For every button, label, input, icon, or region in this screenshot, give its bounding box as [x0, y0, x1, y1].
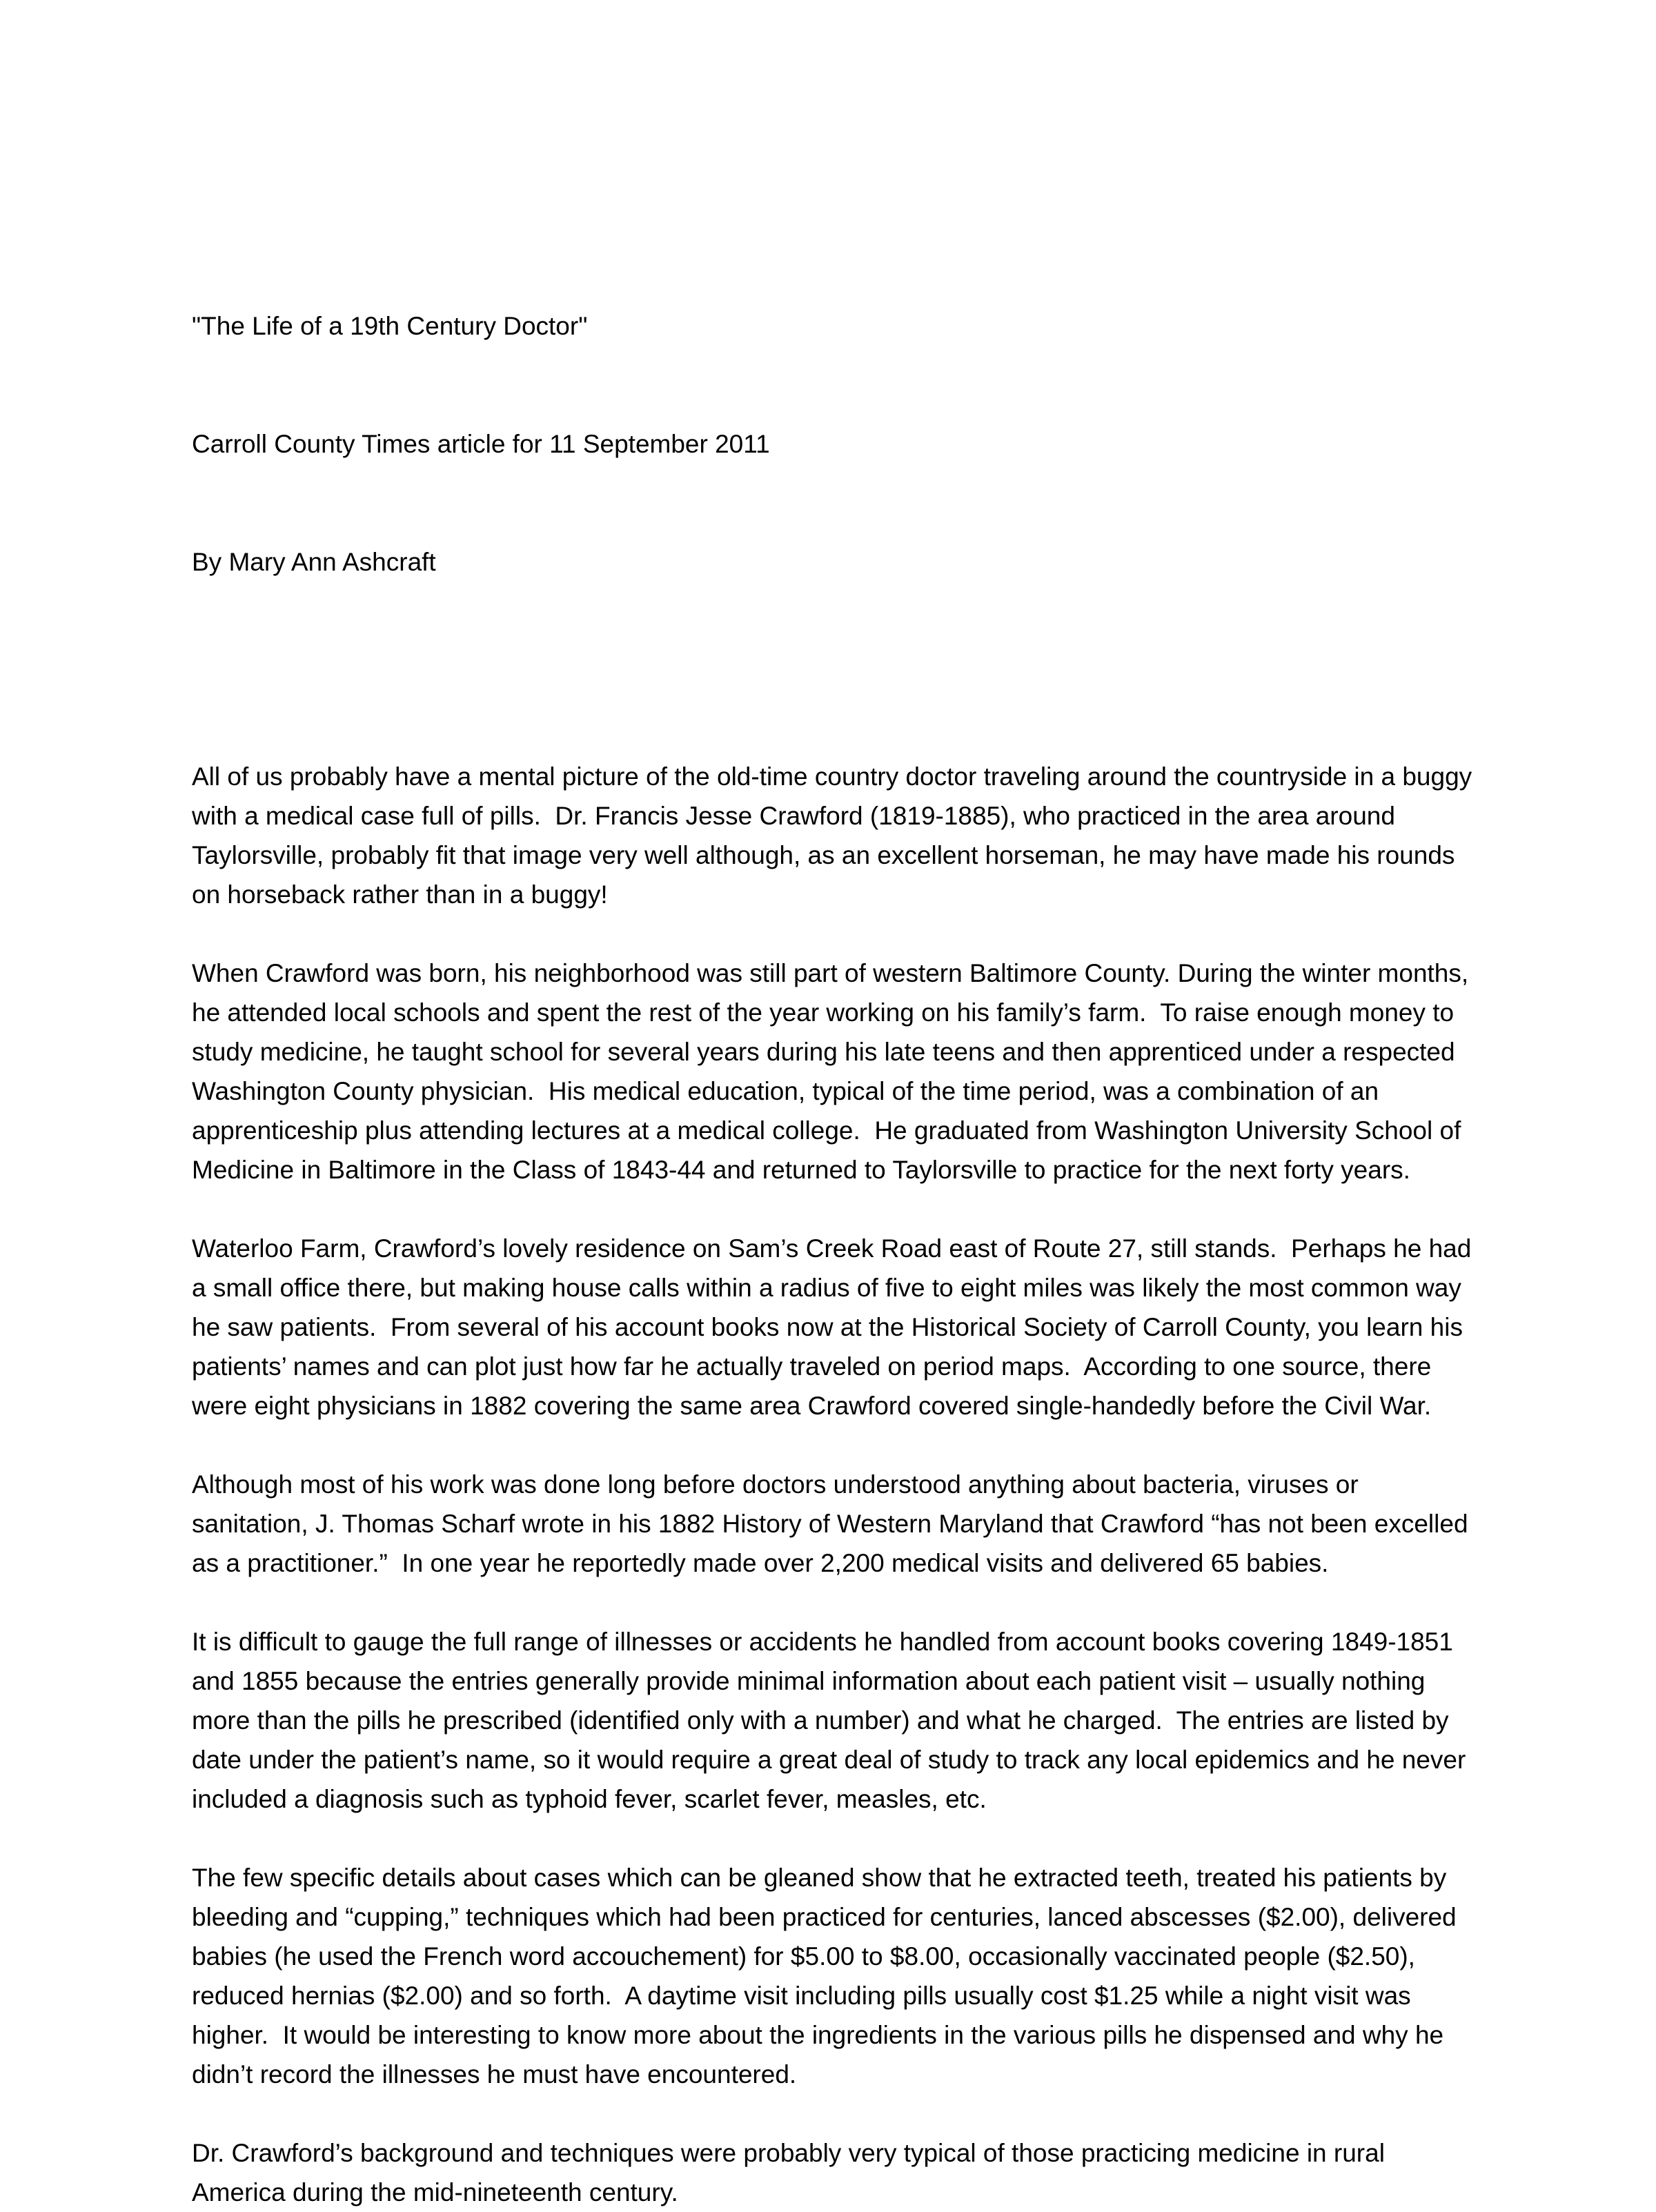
paragraph-conclusion: Dr. Crawford’s background and techniques were probably very typical of those practicing medicine in rural America during the mid-nineteenth century.	[192, 2139, 1391, 2206]
document-title: "The Life of a 19th Century Doctor"	[192, 312, 588, 340]
paragraph-intro: All of us probably have a mental picture of the old-time country doctor traveling around the countryside in a buggy with a medical case full of pills. Dr. Francis Jesse Crawford (1819-1885), who practiced in the area around Taylorsville, probably fit that image very well although, as an excellent horseman, he may have made his rounds on horseback rather than in a buggy!	[192, 762, 1479, 909]
paragraph-scharf-quote: Although most of his work was done long before doctors understood anything about bacteria, viruses or sanitation, J. Thomas Scharf wrote in his 1882 History of Western Maryland that Crawford “has not been excelled as a practitioner.” In one year he reportedly made over 2,200 medical visits and delivered 65 babies.	[192, 1470, 1475, 1577]
document-body	[192, 757, 1479, 2212]
paragraph-early-life: When Crawford was born, his neighborhood was still part of western Baltimore County. During the winter months, he attended local schools and spent the rest of the year working on his family’s farm. To raise enough money to study medicine, he taught school for several years during his late teens and then apprenticed under a respected Washington County physician. His medical education, typical of the time period, was a combination of an apprenticeship plus attending lectures at a medical college. He graduated from Washington University School of Medicine in Baltimore in the Class of 1843-44 and returned to Taylorsville to practice for the next forty years.	[192, 959, 1476, 1184]
document-byline: By Mary Ann Ashcraft	[192, 548, 436, 576]
paragraph-waterloo-farm: Waterloo Farm, Crawford’s lovely residence on Sam’s Creek Road east of Route 27, still stands. Perhaps he had a small office there, but making house calls within a radius of five to eight miles was likely the most common way he saw patients. From several of his account books now at the Historical Society of Carroll County, you learn his patients’ names and can plot just how far he actually traveled on period maps. According to one source, there were eight physicians in 1882 covering the same area Crawford covered single-handedly before the Civil War.	[192, 1234, 1479, 1420]
document-content	[192, 228, 1479, 2212]
document-header	[192, 228, 1479, 660]
paragraph-case-details: The few specific details about cases which can be gleaned show that he extracted teeth, treated his patients by bleeding and “cupping,” techniques which had been practiced for centuries, lanced abscesses ($2.00), delivered babies (he used the French word accouchement) for $5.00 to $8.00, occasionally vaccinated people ($2.50), reduced hernias ($2.00) and so forth. A daytime visit including pills usually cost $1.25 while a night visit was higher. It would be interesting to know more about the ingredients in the various pills he dispensed and why he didn’t record the illnesses he must have encountered.	[192, 1864, 1463, 2088]
paragraph-account-books: It is difficult to gauge the full range of illnesses or accidents he handled from account books covering 1849-1851 and 1855 because the entries generally provide minimal information about each patient visit – usually nothing more than the pills he prescribed (identified only with a number) and what he charged. The entries are listed by date under the patient’s name, so it would require a great deal of study to track any local epidemics and he never included a diagnosis such as typhoid fever, scarlet fever, measles, etc.	[192, 1628, 1473, 1813]
document-subtitle: Carroll County Times article for 11 September 2011	[192, 430, 770, 458]
